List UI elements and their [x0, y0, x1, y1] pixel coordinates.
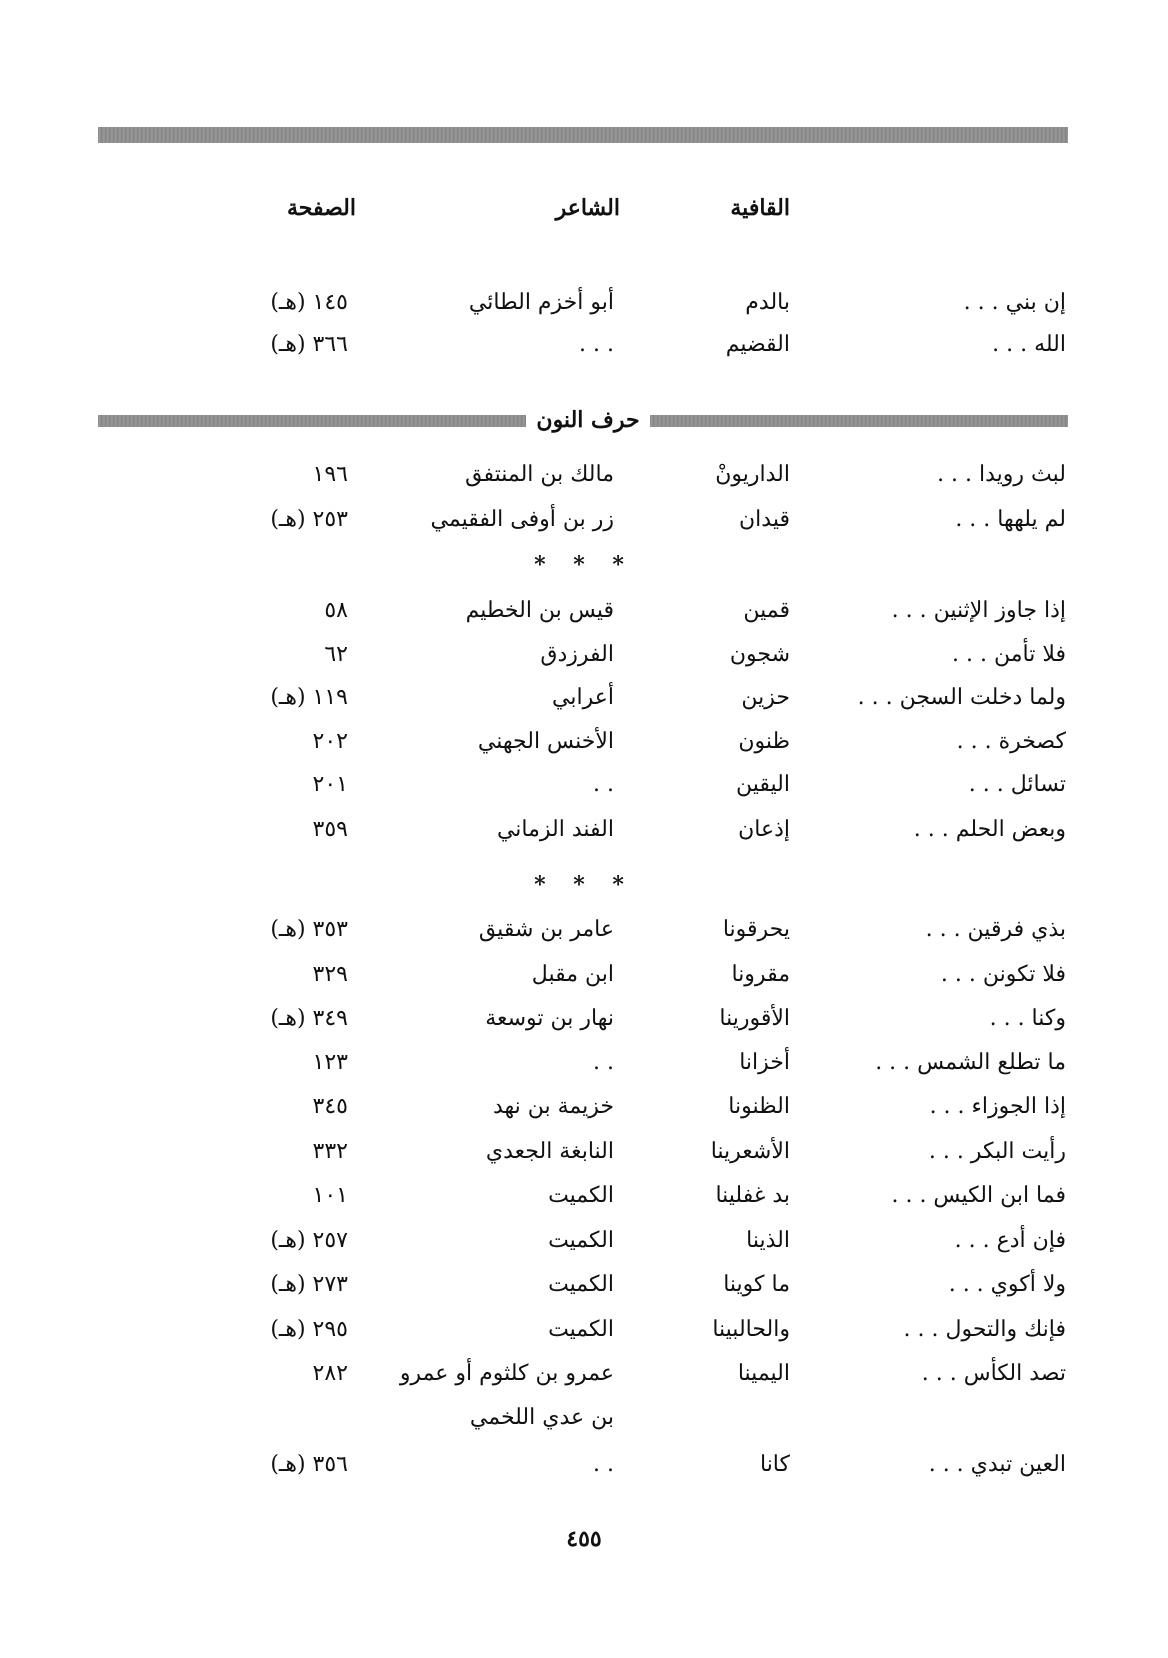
rhyme: بد غفلينا	[715, 1183, 790, 1208]
table-row	[0, 910, 1168, 950]
separator-stars: * * *	[534, 552, 634, 578]
table-row	[0, 1087, 1168, 1127]
poet: الأخنس الجهني	[477, 729, 614, 754]
page-ref: ٢٠٢	[312, 729, 348, 754]
poet: الكميت	[548, 1317, 614, 1342]
poet: عمرو بن كلثوم أو عمرو	[399, 1361, 614, 1386]
header-poet: الشاعر	[555, 195, 620, 221]
rhyme: بالدم	[745, 290, 790, 315]
rhyme: حزين	[741, 685, 790, 710]
page-ref: ٥٨	[324, 598, 348, 623]
table-row	[0, 1132, 1168, 1172]
poet: الكميت	[548, 1183, 614, 1208]
table-row	[0, 1043, 1168, 1083]
top-rule	[98, 127, 1068, 143]
page-ref: ٣٦٦ (هـ)	[270, 332, 348, 357]
page-ref: ٣٥٩	[312, 817, 348, 842]
page-ref: ٣٣٢	[312, 1139, 348, 1164]
poet: الكميت	[548, 1228, 614, 1253]
header-page: الصفحة	[286, 195, 356, 221]
first-words: وبعض الحلم . . .	[913, 817, 1066, 842]
poet: الفند الزماني	[496, 817, 614, 842]
rhyme: اليقين	[736, 772, 790, 797]
poet: عامر بن شقيق	[478, 917, 614, 942]
table-row	[0, 325, 1168, 365]
poet: . .	[593, 1050, 614, 1075]
poet: النابغة الجعدي	[485, 1139, 614, 1164]
table-row	[0, 635, 1168, 675]
table-row	[0, 455, 1168, 495]
rhyme: يحرقونا	[722, 917, 790, 942]
table-row	[0, 999, 1168, 1039]
poet: نهار بن توسعة	[485, 1006, 614, 1031]
rhyme: اليمينا	[737, 1361, 790, 1386]
table-row	[0, 955, 1168, 995]
first-words: تسائل . . .	[968, 772, 1066, 797]
page-ref: ٢٨٢	[312, 1361, 348, 1386]
first-words: إذا جاوز الإثنين . . .	[891, 598, 1066, 623]
page-ref: ٣٤٥	[312, 1094, 348, 1119]
table-row	[0, 1176, 1168, 1216]
page-ref: ٢٠١	[312, 772, 348, 797]
first-words: إذا الجوزاء . . .	[929, 1094, 1066, 1119]
table-row	[0, 591, 1168, 631]
header-rhyme: القافية	[730, 195, 790, 221]
poet: . . .	[579, 332, 614, 357]
page-ref: ٦٢	[324, 642, 348, 667]
rhyme: الظنونا	[728, 1094, 790, 1119]
rhyme: إذعان	[738, 817, 790, 842]
page-ref: ٣٥٣ (هـ)	[270, 917, 348, 942]
page-ref: ٣٥٦ (هـ)	[270, 1452, 348, 1477]
rhyme: ظنون	[738, 729, 790, 754]
table-header	[0, 188, 1168, 228]
first-words: فإنك والتحول . . .	[903, 1317, 1066, 1342]
section-rule-left	[98, 415, 526, 427]
first-words: ما تطلع الشمس . . .	[875, 1050, 1066, 1075]
first-words: فلا تكونن . . .	[940, 962, 1066, 987]
page-number: ٤٥٥	[566, 1526, 602, 1552]
section-heading	[98, 400, 1068, 440]
first-words: كصخرة . . .	[956, 729, 1066, 754]
first-words: وكنا . . .	[989, 1006, 1066, 1031]
poet: مالك بن المنتفق	[465, 462, 614, 487]
poet: أعرابي	[552, 685, 614, 710]
page-ref: ١١٩ (هـ)	[270, 685, 348, 710]
table-row	[0, 1445, 1168, 1485]
first-words: لبث رويدا . . .	[937, 462, 1066, 487]
table-row	[0, 1398, 1168, 1438]
rhyme: القضيم	[725, 332, 790, 357]
first-words: فلا تأمن . . .	[952, 642, 1066, 667]
poet: بن عدي اللخمي	[469, 1405, 614, 1430]
section-title: حرف النون	[536, 407, 640, 433]
first-words: إن بني . . .	[963, 290, 1066, 315]
rhyme: كانا	[759, 1452, 790, 1477]
separator-stars: * * *	[534, 872, 634, 898]
page-ref: ٢٧٣ (هـ)	[270, 1272, 348, 1297]
page-ref: ٢٩٥ (هـ)	[270, 1317, 348, 1342]
first-words: رأيت البكر . . .	[928, 1139, 1066, 1164]
poet: الكميت	[548, 1272, 614, 1297]
first-words: فما ابن الكيس . . .	[891, 1183, 1066, 1208]
rhyme: الذينا	[746, 1228, 790, 1253]
rhyme: شجون	[729, 642, 790, 667]
rhyme: أخزانا	[739, 1050, 790, 1075]
first-words: ولما دخلت السجن . . .	[857, 685, 1066, 710]
first-words: ولا أكوي . . .	[948, 1272, 1066, 1297]
section-rule-right	[650, 415, 1068, 427]
table-row	[0, 1354, 1168, 1394]
first-words: بذي فرقين . . .	[925, 917, 1066, 942]
first-words: الله . . .	[992, 332, 1066, 357]
rhyme: الأشعرينا	[710, 1139, 790, 1164]
rhyme: قيدان	[739, 507, 790, 532]
rhyme: قمين	[743, 598, 790, 623]
poet: الفرزدق	[540, 642, 614, 667]
poet: خزيمة بن نهد	[492, 1094, 614, 1119]
page-ref: ١٩٦	[312, 462, 348, 487]
page-ref: ٣٢٩	[312, 962, 348, 987]
rhyme: ما كوينا	[723, 1272, 790, 1297]
first-words: فإن أدع . . .	[954, 1228, 1066, 1253]
page-ref: ٣٤٩ (هـ)	[270, 1006, 348, 1031]
poet: أبو أخزم الطائي	[468, 290, 614, 315]
first-words: لم يلهها . . .	[955, 507, 1066, 532]
table-row	[0, 765, 1168, 805]
poet: زر بن أوفى الفقيمي	[430, 507, 614, 532]
rhyme: الداريونْ	[715, 462, 790, 487]
table-row	[0, 1310, 1168, 1350]
page-ref: ١٠١	[312, 1183, 348, 1208]
poet: . .	[593, 1452, 614, 1477]
page-ref: ٢٥٣ (هـ)	[270, 507, 348, 532]
table-row	[0, 722, 1168, 762]
table-row	[0, 500, 1168, 540]
poet: . .	[593, 772, 614, 797]
page-ref: ١٢٣	[312, 1050, 348, 1075]
page-ref: ٢٥٧ (هـ)	[270, 1228, 348, 1253]
rhyme: مقرونا	[731, 962, 790, 987]
rhyme: الأقورينا	[719, 1006, 790, 1031]
table-row	[0, 810, 1168, 850]
table-row	[0, 1265, 1168, 1305]
page-ref: ١٤٥ (هـ)	[270, 290, 348, 315]
table-row	[0, 678, 1168, 718]
first-words: تصد الكأس . . .	[921, 1361, 1066, 1386]
table-row	[0, 1221, 1168, 1261]
rhyme: والحالبينا	[712, 1317, 790, 1342]
first-words: العين تبدي . . .	[928, 1452, 1066, 1477]
table-row	[0, 283, 1168, 323]
poet: قيس بن الخطيم	[465, 598, 614, 623]
poet: ابن مقبل	[531, 962, 614, 987]
